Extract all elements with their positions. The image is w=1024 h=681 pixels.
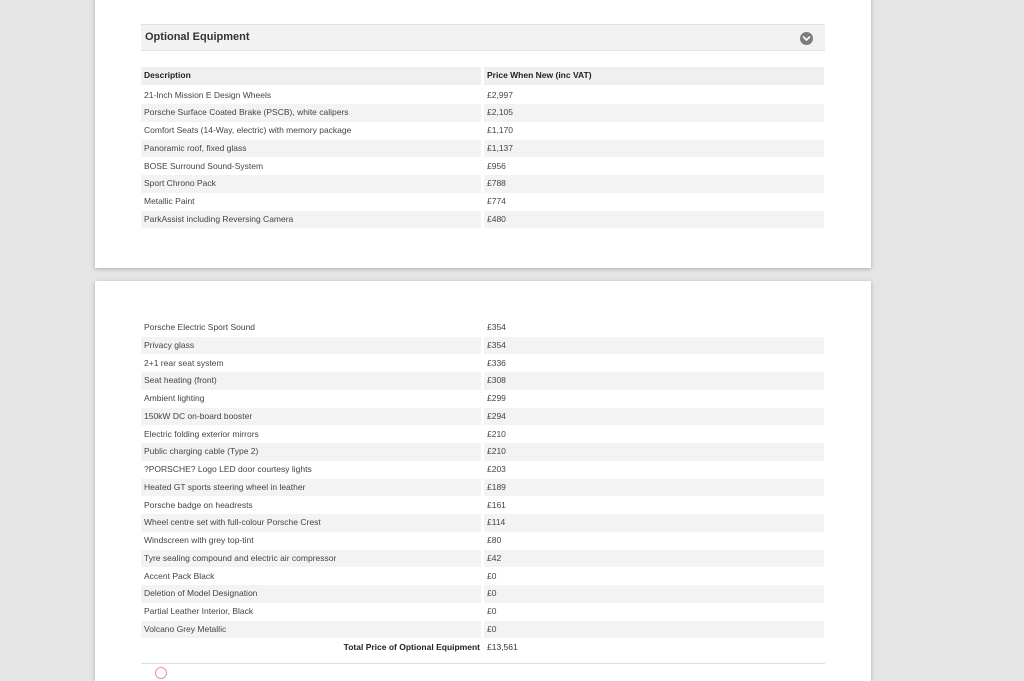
optional-equipment-card-top — [95, 0, 871, 268]
table-row — [141, 87, 825, 105]
row-price: £0 — [484, 585, 824, 603]
table-row — [141, 355, 825, 373]
row-price: £203 — [487, 464, 506, 474]
row-price: £0 — [484, 621, 824, 639]
table-header-row — [141, 67, 825, 85]
row-description: Metallic Paint — [144, 196, 195, 206]
row-price: £0 — [487, 606, 497, 616]
row-price: £80 — [487, 535, 502, 545]
row-description: ParkAssist including Reversing Camera — [141, 211, 481, 229]
section-title: Optional Equipment — [145, 31, 250, 43]
row-price: £774 — [487, 196, 506, 206]
row-price: £0 — [487, 570, 497, 581]
row-description: 21-Inch Mission E Design Wheels — [144, 89, 272, 100]
row-description: Heated GT sports steering wheel in leather — [141, 479, 481, 497]
table-row — [141, 461, 825, 479]
table-row — [141, 372, 825, 390]
row-price: £161 — [487, 499, 506, 510]
row-price: £1,170 — [487, 125, 513, 135]
row-description: Electric folding exterior mirrors — [144, 428, 259, 439]
table-row — [141, 585, 825, 603]
row-price: £42 — [484, 550, 824, 568]
row-price: £210 — [487, 428, 506, 439]
row-price: £336 — [487, 357, 506, 368]
table-row — [141, 497, 825, 515]
table-row — [141, 408, 825, 426]
row-price: £354 — [487, 322, 506, 332]
row-price: £299 — [487, 393, 506, 403]
table-row — [141, 479, 825, 497]
row-price: £480 — [484, 211, 824, 229]
optional-equipment-header[interactable] — [141, 24, 825, 51]
row-description: Deletion of Model Designation — [141, 585, 481, 603]
row-price: £354 — [484, 337, 824, 355]
row-description: Seat heating (front) — [141, 372, 481, 390]
row-price: £114 — [484, 514, 824, 532]
row-description: Volcano Grey Metallic — [141, 621, 481, 639]
table-row — [141, 211, 825, 229]
table-row — [141, 319, 825, 337]
table-row — [141, 426, 825, 444]
section-divider — [141, 663, 825, 664]
row-price: £2,105 — [484, 104, 824, 122]
row-description: 150kW DC on-board booster — [141, 408, 481, 426]
table-row — [141, 514, 825, 532]
table-row — [141, 193, 825, 211]
row-description: Wheel centre set with full-colour Porsche Crest — [141, 514, 481, 532]
row-description: Porsche Electric Sport Sound — [144, 322, 256, 332]
row-price: £189 — [484, 479, 824, 497]
row-price: £1,137 — [484, 140, 824, 158]
row-price: £788 — [484, 175, 824, 193]
row-price: £308 — [484, 372, 824, 390]
table-row — [141, 175, 825, 193]
total-row — [141, 639, 825, 656]
column-header-description: Description — [141, 67, 481, 85]
row-description: Partial Leather Interior, Black — [144, 606, 254, 616]
column-header-price: Price When New (inc VAT) — [484, 67, 824, 85]
row-price: £2,997 — [487, 89, 513, 100]
row-description: Public charging cable (Type 2) — [141, 443, 481, 461]
total-value: £13,561 — [487, 642, 518, 652]
table-row — [141, 140, 825, 158]
row-price: £956 — [487, 160, 506, 171]
row-description: BOSE Surround Sound-System — [144, 160, 264, 171]
row-price: £210 — [484, 443, 824, 461]
table-row — [141, 621, 825, 639]
row-price: £294 — [484, 408, 824, 426]
row-description: Porsche badge on headrests — [144, 499, 253, 510]
row-description: Panoramic roof, fixed glass — [141, 140, 481, 158]
table-row — [141, 568, 825, 586]
row-description: Privacy glass — [141, 337, 481, 355]
table-row — [141, 532, 825, 550]
table-row — [141, 104, 825, 122]
row-description: Comfort Seats (14-Way, electric) with memory package — [144, 125, 352, 135]
table-row — [141, 122, 825, 140]
row-description: Accent Pack Black — [144, 570, 215, 581]
row-description: Porsche Surface Coated Brake (PSCB), white calipers — [141, 104, 481, 122]
chevron-down-icon[interactable] — [800, 32, 813, 45]
table-row — [141, 390, 825, 408]
optional-equipment-card-bottom — [95, 281, 871, 681]
table-row — [141, 550, 825, 568]
row-description: Tyre sealing compound and electric air compressor — [141, 550, 481, 568]
table-row — [141, 158, 825, 176]
next-section-icon[interactable] — [155, 667, 167, 679]
row-description: Windscreen with grey top-tint — [144, 535, 254, 545]
row-description: ?PORSCHE? Logo LED door courtesy lights — [144, 464, 312, 474]
table-row — [141, 337, 825, 355]
row-description: Sport Chrono Pack — [141, 175, 481, 193]
table-row — [141, 603, 825, 621]
total-label: Total Price of Optional Equipment — [343, 642, 480, 652]
table-row — [141, 443, 825, 461]
row-description: Ambient lighting — [144, 393, 205, 403]
row-description: 2+1 rear seat system — [144, 357, 224, 368]
